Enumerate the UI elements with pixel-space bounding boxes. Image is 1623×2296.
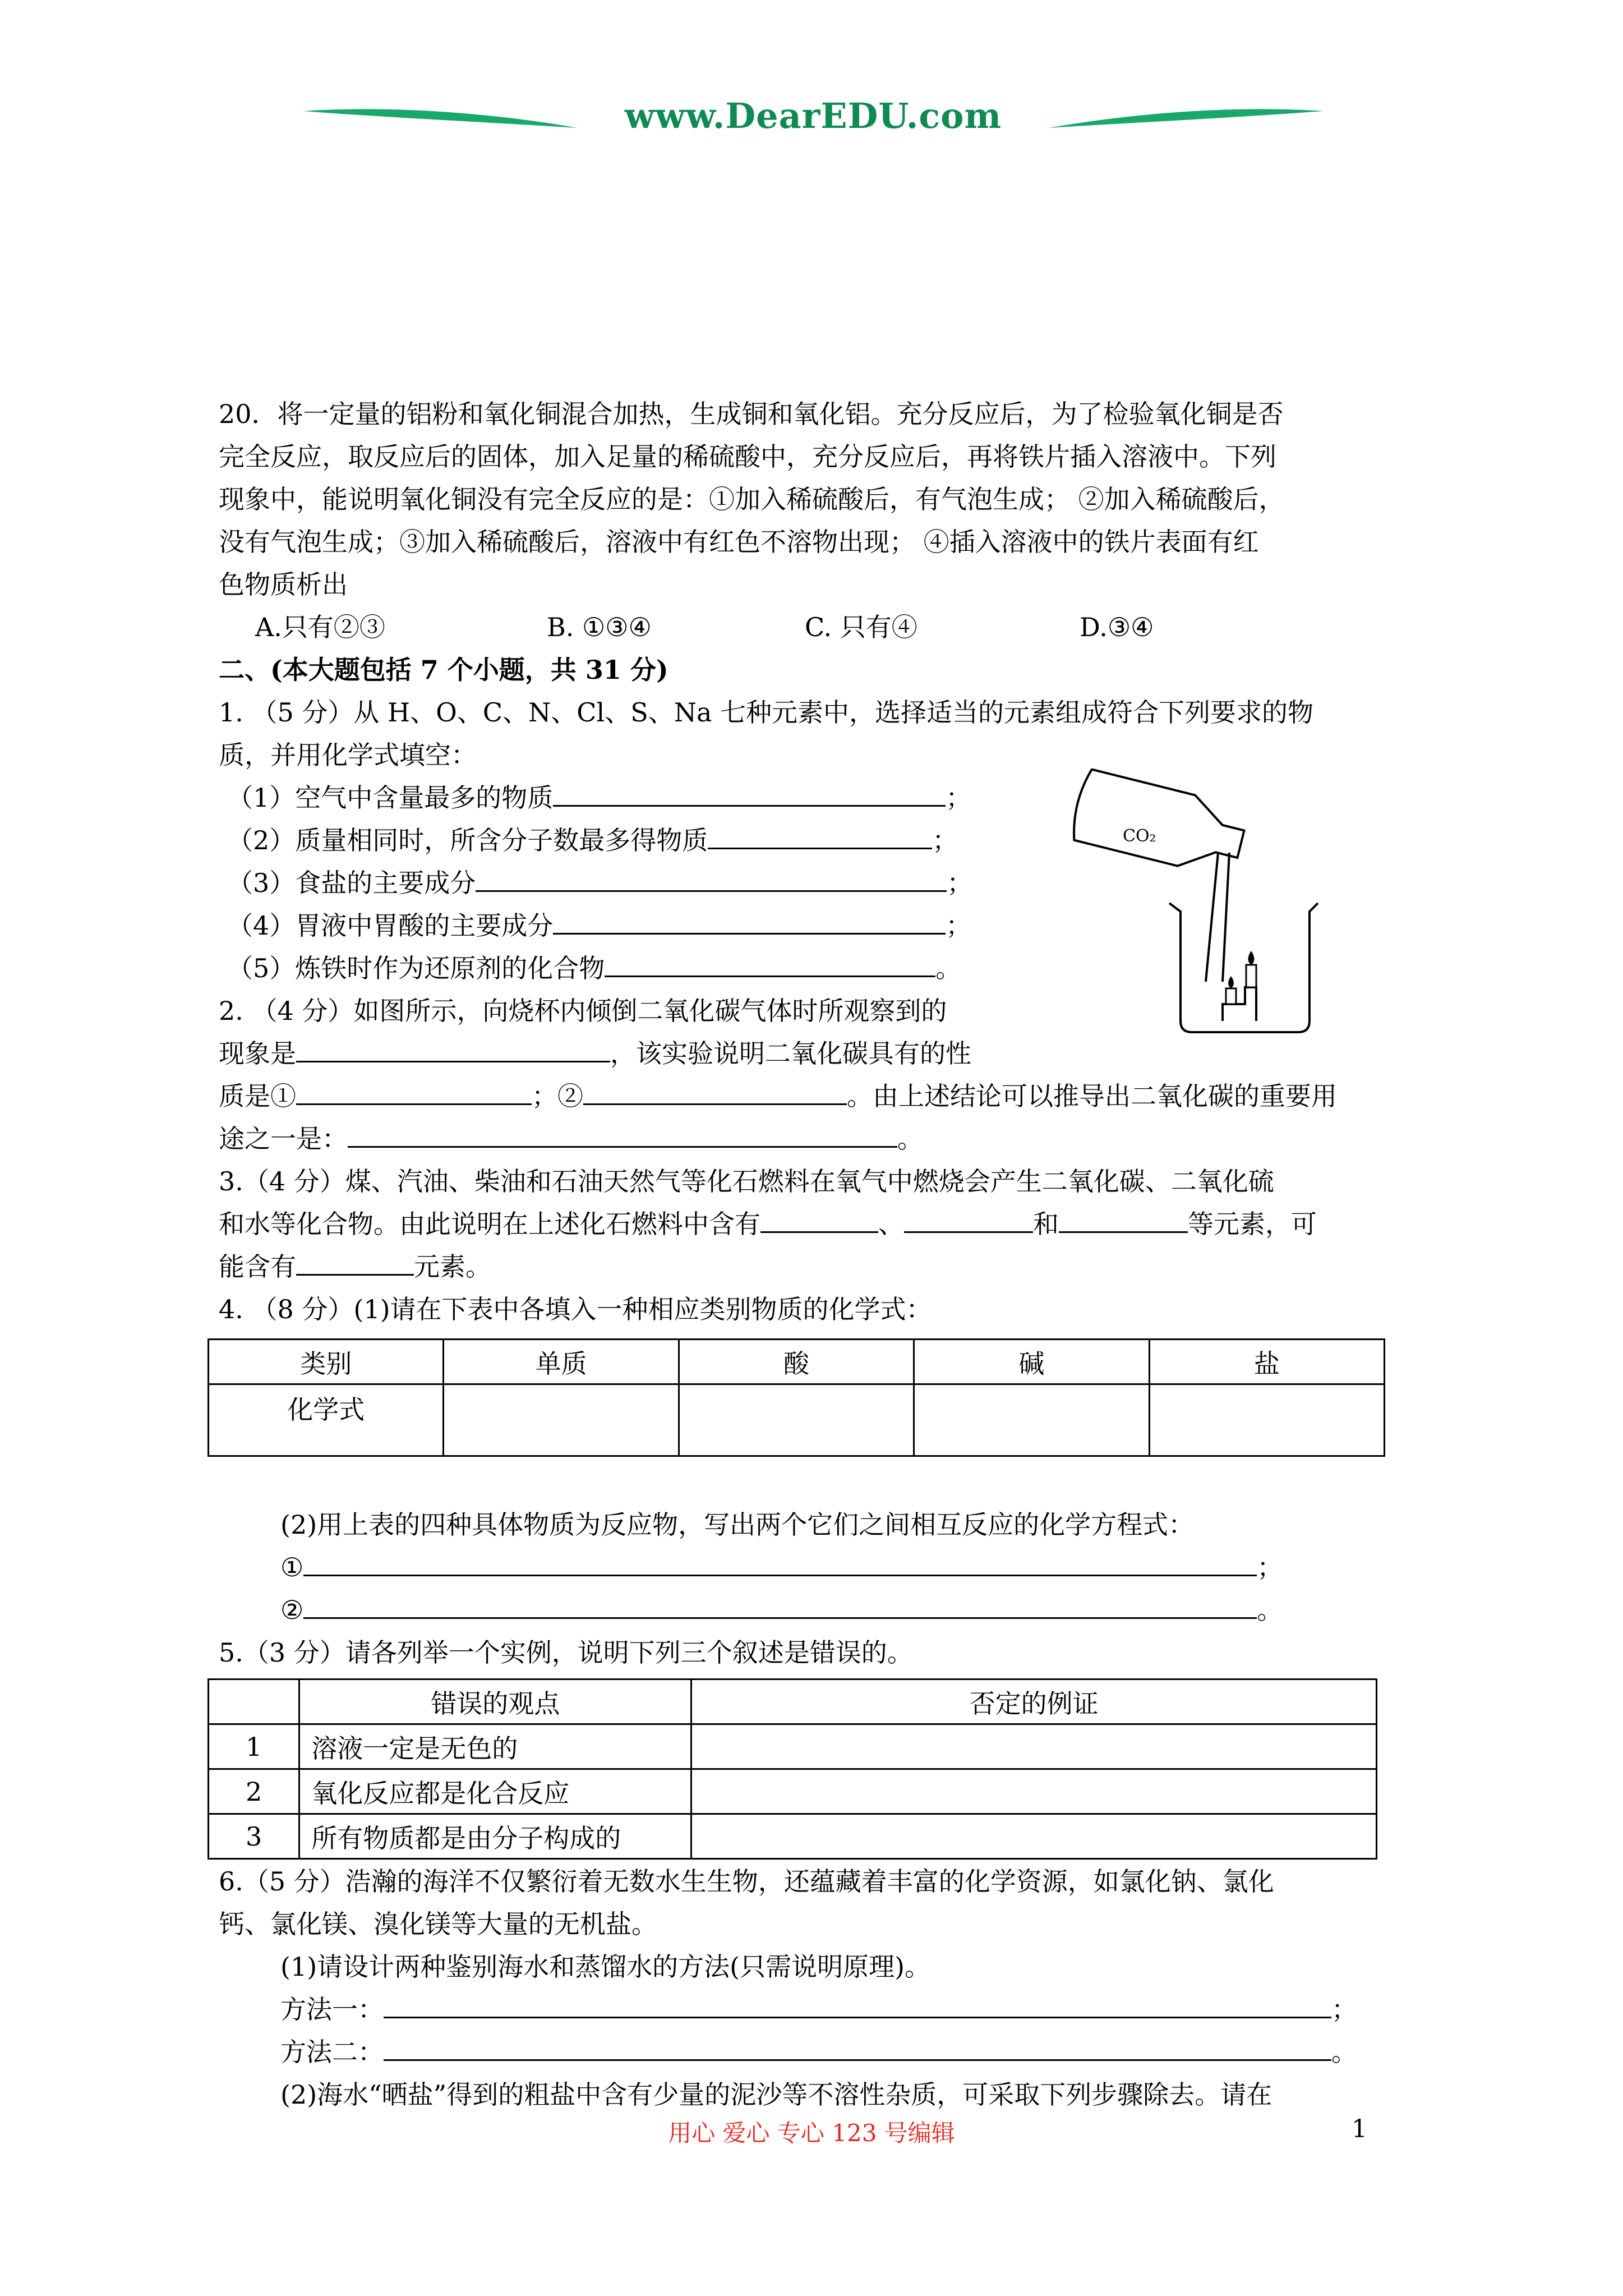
q4-cell-acid[interactable] [679, 1384, 914, 1456]
q20-line-5: 色物质析出 [219, 569, 348, 600]
q5-row-answer[interactable] [691, 1724, 1377, 1769]
q20-line-1: 20．将一定量的铝粉和氧化铜混合加热，生成铜和氧化铝。充分反应后，为了检验氧化铜是否 [219, 399, 1284, 429]
header-banner [303, 95, 1324, 146]
co2-bottle-icon [1069, 769, 1250, 880]
section-2-title: 二、(本大题包括 7 个小题，共 31 分) [219, 655, 668, 685]
q1-blank-3[interactable] [476, 868, 947, 892]
q6-method-2: 方法二： 。 [280, 2037, 1357, 2067]
q5-table [208, 1678, 1377, 1860]
q6-line-2: 钙、氯化镁、溴化镁等大量的无机盐。 [219, 1909, 657, 1939]
q5-header-num [209, 1680, 299, 1724]
q5-header-counterexample: 否定的例证 [691, 1680, 1377, 1724]
q1-item-5: （5）炼铁时作为还原剂的化合物 。 [227, 953, 962, 983]
q3-line-3: 能含有 元素。 [219, 1251, 491, 1282]
q2-line-2: 现象是 ，该实验说明二氧化碳具有的性 [219, 1038, 971, 1069]
q3-blank-2[interactable] [904, 1209, 1033, 1233]
q20-option-b[interactable]: B. ①③④ [547, 612, 652, 642]
q4-blank-equation-1[interactable] [303, 1552, 1257, 1576]
q1-blank-5[interactable] [605, 953, 935, 977]
q2-line-4: 途之一是： 。 [219, 1124, 923, 1154]
q1-blank-1[interactable] [553, 783, 946, 807]
q3-blank-1[interactable] [760, 1209, 878, 1233]
q1-blank-2[interactable] [708, 825, 932, 849]
q4-line-1: 4. （8 分）(1)请在下表中各填入一种相应类别物质的化学式： [219, 1294, 932, 1324]
bottle-label: CO₂ [1123, 826, 1156, 846]
q5-row-num: 2 [209, 1769, 299, 1814]
q6-line-1: 6.（5 分）浩瀚的海洋不仅繁衍着无数水生生物，还蕴藏着丰富的化学资源，如氯化钠、氯化 [219, 1866, 1274, 1897]
q2-blank-phenomenon[interactable] [296, 1038, 610, 1062]
q4-table [208, 1338, 1385, 1457]
q2-line-3: 质是① ；② 。由上述结论可以推导出二氧化碳的重要用 [219, 1081, 1337, 1111]
q4-header-category: 类别 [209, 1340, 444, 1384]
q20-option-d[interactable]: D.③④ [1080, 612, 1154, 642]
q1-item-2: （2）质量相同时，所含分子数最多得物质 ； [227, 825, 958, 855]
q6-blank-method-1[interactable] [384, 1994, 1331, 2018]
q1-line-1: 1. （5 分）从 H、O、C、N、Cl、S、Na 七种元素中，选择适当的元素组成符合下列要求的物 [219, 697, 1314, 728]
q5-row-view: 氧化反应都是化合反应 [299, 1769, 691, 1814]
q2-blank-property-1[interactable] [296, 1081, 532, 1105]
q5-row-answer[interactable] [691, 1814, 1377, 1859]
q6-blank-method-2[interactable] [384, 2037, 1331, 2061]
q4-blank-equation-2[interactable] [303, 1595, 1257, 1619]
q4-cell-element[interactable] [444, 1384, 679, 1456]
q4-header-salt: 盐 [1149, 1340, 1384, 1384]
page-number: 1 [1352, 2115, 1367, 2143]
q1-blank-4[interactable] [553, 910, 946, 935]
q5-row-num: 1 [209, 1724, 299, 1769]
q4-cell-base[interactable] [914, 1384, 1149, 1456]
q6-method-1: 方法一： ； [280, 1994, 1357, 2024]
q20-option-c[interactable]: C. 只有④ [805, 612, 917, 642]
q3-line-1: 3.（4 分）煤、汽油、柴油和石油天然气等化石燃料在氧气中燃烧会产生二氧化碳、二氧化硫 [219, 1166, 1274, 1197]
q5-row-view: 所有物质都是由分子构成的 [299, 1814, 691, 1859]
q1-item-1: （1）空气中含量最多的物质 ； [227, 783, 972, 813]
q5-row-answer[interactable] [691, 1769, 1377, 1814]
q4-equation-1: ① ； [280, 1552, 1283, 1582]
q2-line-1: 2. （4 分）如图所示，向烧杯内倾倒二氧化碳气体时所观察到的 [219, 996, 947, 1026]
banner-swoosh-left-icon [303, 101, 583, 140]
q5-line-1: 5.（3 分）请各列举一个实例，说明下列三个叙述是错误的。 [219, 1637, 913, 1668]
q2-blank-property-2[interactable] [583, 1081, 847, 1105]
q4-equation-2: ② 。 [280, 1595, 1283, 1625]
q6-line-3: (1)请设计两种鉴别海水和蒸馏水的方法(只需说明原理)。 [280, 1952, 931, 1982]
q3-line-2: 和水等化合物。由此说明在上述化石燃料中含有 、 和 等元素，可 [219, 1209, 1317, 1239]
beaker-icon [1169, 903, 1318, 1032]
site-title[interactable]: www.DearEDU.com [624, 95, 1002, 136]
q4-cell-salt[interactable] [1149, 1384, 1384, 1456]
q3-blank-4[interactable] [296, 1251, 414, 1276]
q4-header-base: 碱 [914, 1340, 1149, 1384]
low-candle-icon [1226, 988, 1236, 1004]
q6-line-4: (2)海水“晒盐”得到的粗盐中含有少量的泥沙等不溶性杂质，可采取下列步骤除去。请在 [280, 2079, 1272, 2110]
q5-header-view: 错误的观点 [299, 1680, 691, 1724]
q20-line-3: 现象中，能说明氧化铜没有完全反应的是：①加入稀硫酸后，有气泡生成； ②加入稀硫酸后， [219, 484, 1285, 514]
q5-row-view: 溶液一定是无色的 [299, 1724, 691, 1769]
footer-text: 用心 爱心 专心 123 号编辑 [668, 2119, 955, 2147]
q1-item-3: （3）食盐的主要成分 ； [227, 868, 973, 898]
high-candle-icon [1246, 965, 1256, 987]
q4-header-acid: 酸 [679, 1340, 914, 1384]
q20-line-4: 没有气泡生成；③加入稀硫酸后，溶液中有红色不溶物出现； ④插入溶液中的铁片表面有红 [219, 527, 1259, 557]
q20-options [255, 606, 1377, 648]
q2-blank-use[interactable] [348, 1124, 897, 1148]
q1-item-4: （4）胃液中胃酸的主要成分 ； [227, 910, 972, 941]
q4-row-label: 化学式 [209, 1384, 444, 1456]
q20-line-2: 完全反应，取反应后的固体，加入足量的稀硫酸中，充分反应后，再将铁片插入溶液中。下列 [219, 441, 1276, 472]
co2-experiment-figure [1054, 769, 1368, 1038]
q1-line-2: 质，并用化学式填空： [219, 740, 477, 770]
banner-swoosh-right-icon [1043, 101, 1324, 140]
q4-header-element: 单质 [444, 1340, 679, 1384]
q20-option-a[interactable]: A.只有②③ [255, 612, 385, 642]
q3-blank-3[interactable] [1059, 1209, 1188, 1233]
q5-row-num: 3 [209, 1814, 299, 1859]
q4-line-2: (2)用上表的四种具体物质为反应物，写出两个它们之间相互反应的化学方程式： [280, 1510, 1195, 1540]
